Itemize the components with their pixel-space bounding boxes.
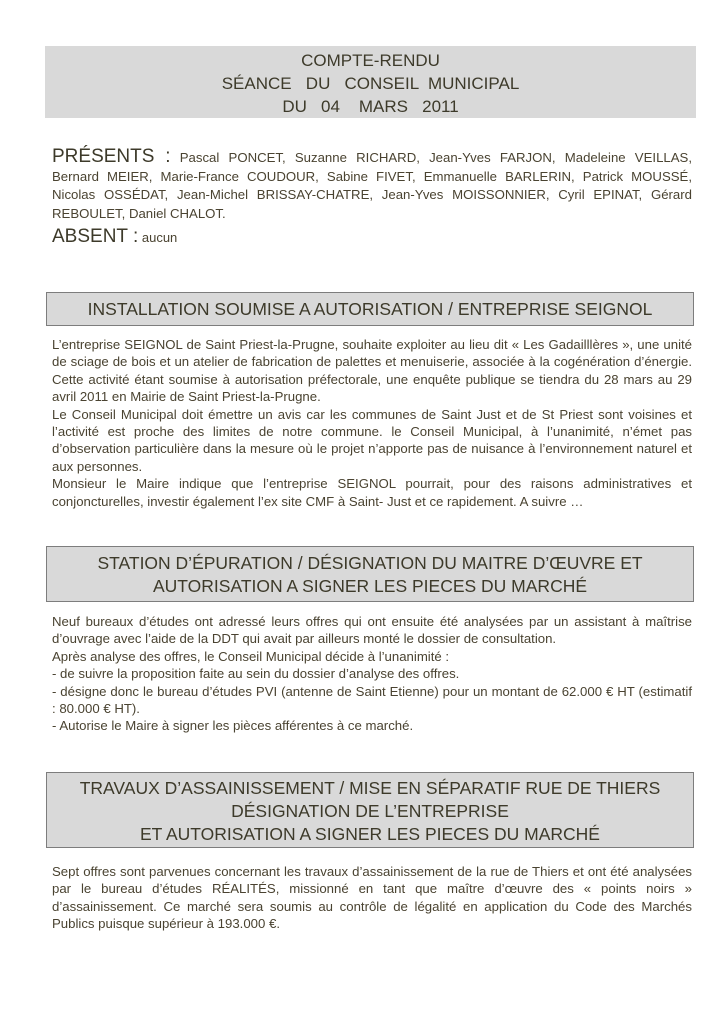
section-title-line: STATION D’ÉPURATION / DÉSIGNATION DU MAITRE D’ŒUVRE ET — [97, 553, 643, 573]
attendance-absent — [52, 226, 177, 248]
section-title-line: ET AUTORISATION A SIGNER LES PIECES DU MARCHÉ — [140, 824, 600, 844]
paragraph: Sept offres sont parvenues concernant les travaux d’assainissement de la rue de Thiers et ont été analysées par le bureau d’études RÉALITÉS, missionné en tant que maître d’œuvre des « points noirs » d’assainissement. Ce marché sera soumis au contrôle de légalité en application du Code des Marchés Publics puisque supérieur à 193.000 €. — [52, 864, 692, 932]
section-heading-station-epuration — [46, 546, 694, 602]
title-line-1: COMPTE-RENDU — [301, 51, 440, 70]
absent-value: aucun — [141, 230, 178, 245]
section-body-installation — [52, 336, 692, 510]
paragraph: Le Conseil Municipal doit émettre un avis car les communes de Saint Just et de St Priest sont voisines et l’activité est proche des limites de notre commune. le Conseil Municipal, à l’unanimité, n’émet pas d’observation particulière dans la mesure où le projet n’apporte pas de nuisance à l’environnement naturel et aux personnes. — [52, 406, 692, 474]
section-body-station-epuration — [52, 613, 692, 735]
present-label: PRÉSENTS : — [52, 146, 171, 167]
paragraph: Neuf bureaux d’études ont adressé leurs offres qui ont ensuite été analysées par un assistant à maîtrise d’ouvrage avec l’aide de la DDT qui avait par ailleurs monté le dossier de consultation. — [52, 614, 692, 647]
paragraph: - de suivre la proposition faite au sein du dossier d’analyse des offres. — [52, 666, 460, 682]
absent-label: ABSENT : — [52, 226, 139, 247]
document-title-block — [45, 46, 696, 118]
paragraph: L’entreprise SEIGNOL de Saint Priest-la-Prugne, souhaite exploiter au lieu dit « Les Gadailllères », une unité de sciage de bois et un atelier de fabrication de palettes et menuiserie, associée à la cogénération d’énergie. Cette activité étant soumise à autorisation préfectorale, une enquête publique se tiendra du 28 mars au 29 avril 2011 en Mairie de Saint Priest-la-Prugne. — [52, 337, 692, 405]
section-title-line: DÉSIGNATION DE L’ENTREPRISE — [231, 801, 509, 821]
section-heading-assainissement — [46, 772, 694, 848]
present-names: Pascal PONCET, Suzanne RICHARD, Jean-Yves FARJON, Madeleine VEILLAS, Bernard MEIER, Marie-France COUDOUR, Sabine FIVET, Emmanuelle BARLERIN, Patrick MOUSSÉ, Nicolas OSSÉDAT, Jean-Michel BRISSAY-CHATRE, Jean-Yves MOISSONNIER, Cyril EPINAT, Gérard REBOULET, Daniel CHALOT. — [52, 150, 692, 221]
paragraph: - Autorise le Maire à signer les pièces afférentes à ce marché. — [52, 718, 414, 734]
title-line-3: DU 04 MARS 2011 — [282, 97, 459, 116]
section-title-line: AUTORISATION A SIGNER LES PIECES DU MARCHÉ — [152, 576, 588, 596]
attendance-present — [52, 148, 692, 223]
title-line-2: SÉANCE DU CONSEIL MUNICIPAL — [221, 74, 520, 93]
section-title-line: TRAVAUX D’ASSAINISSEMENT / MISE EN SÉPARATIF RUE DE THIERS — [79, 778, 661, 798]
paragraph: Après analyse des offres, le Conseil Municipal décide à l’unanimité : — [52, 648, 450, 664]
section-heading-installation — [46, 292, 694, 326]
section-title-line: INSTALLATION SOUMISE A AUTORISATION / ENTREPRISE SEIGNOL — [87, 299, 653, 319]
paragraph: - désigne donc le bureau d’études PVI (antenne de Saint Etienne) pour un montant de 62.000 € HT (estimatif : 80.000 € HT). — [52, 683, 692, 717]
section-body-assainissement — [52, 863, 692, 933]
paragraph: Monsieur le Maire indique que l’entreprise SEIGNOL pourrait, pour des raisons administratives et conjoncturelles, investir également l’ex site CMF à Saint- Just et ce rapidement. A suivre … — [52, 476, 692, 509]
